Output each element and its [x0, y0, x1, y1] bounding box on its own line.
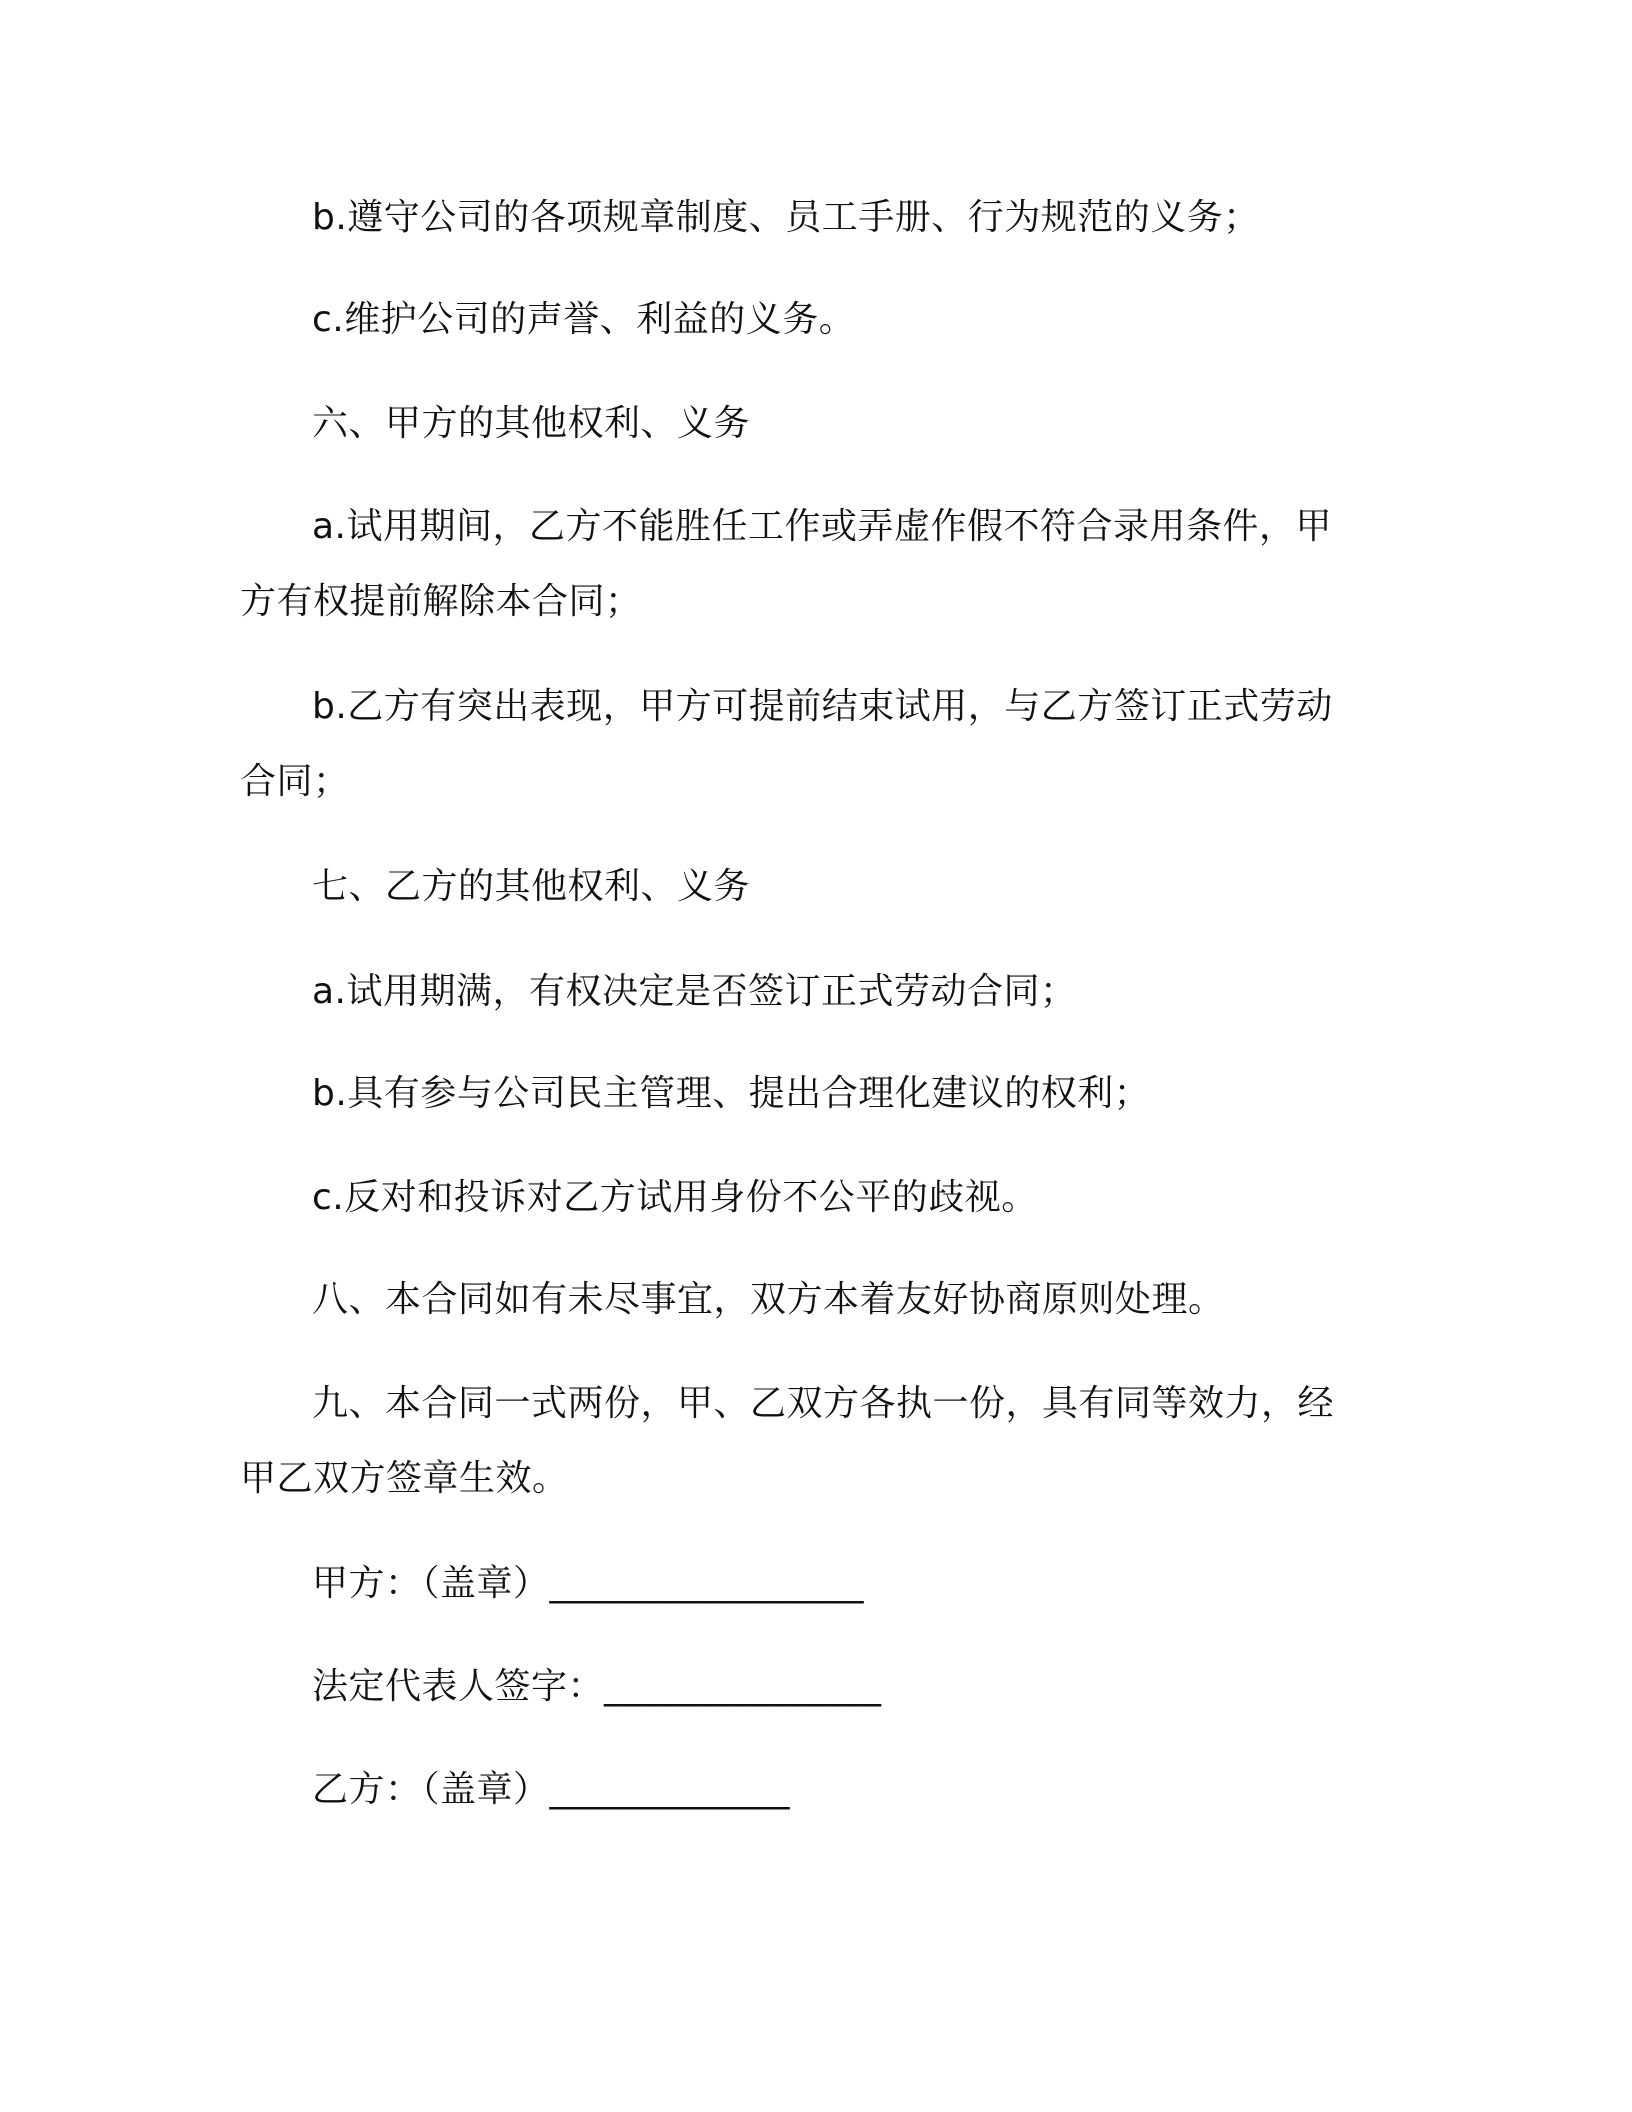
legal-rep-signature-field: 法定代表人签字：_______________ [312, 1666, 882, 1707]
clause-b-comply-rules: b.遵守公司的各项规章制度、员工手册、行为规范的义务； [312, 197, 1260, 238]
party-b-seal-field: 乙方：（盖章）_____________ [312, 1769, 791, 1810]
clause-6a-line-2: 方有权提前解除本合同； [240, 581, 642, 622]
section-9-line-1: 九、本合同一式两份，甲、乙双方各执一份，具有同等效力，经 [312, 1383, 1335, 1424]
clause-7c: c.反对和投诉对乙方试用身份不公平的歧视。 [312, 1177, 1038, 1218]
section-9-line-2: 甲乙双方签章生效。 [240, 1458, 569, 1499]
clause-6b-line-2: 合同； [240, 761, 350, 802]
section-7-heading: 七、乙方的其他权利、义务 [312, 866, 751, 907]
section-8: 八、本合同如有未尽事宜，双方本着友好协商原则处理。 [312, 1279, 1225, 1320]
clause-7a: a.试用期满，有权决定是否签订正式劳动合同； [312, 971, 1077, 1012]
section-6-heading: 六、甲方的其他权利、义务 [312, 403, 751, 444]
clause-c-maintain-reputation: c.维护公司的声誉、利益的义务。 [312, 299, 856, 340]
clause-6a-line-1: a.试用期间，乙方不能胜任工作或弄虚作假不符合录用条件，甲 [312, 506, 1333, 547]
clause-7b: b.具有参与公司民主管理、提出合理化建议的权利； [312, 1073, 1151, 1114]
clause-6b-line-1: b.乙方有突出表现，甲方可提前结束试用，与乙方签订正式劳动 [312, 686, 1333, 727]
party-a-seal-field: 甲方：（盖章）_________________ [312, 1563, 865, 1604]
